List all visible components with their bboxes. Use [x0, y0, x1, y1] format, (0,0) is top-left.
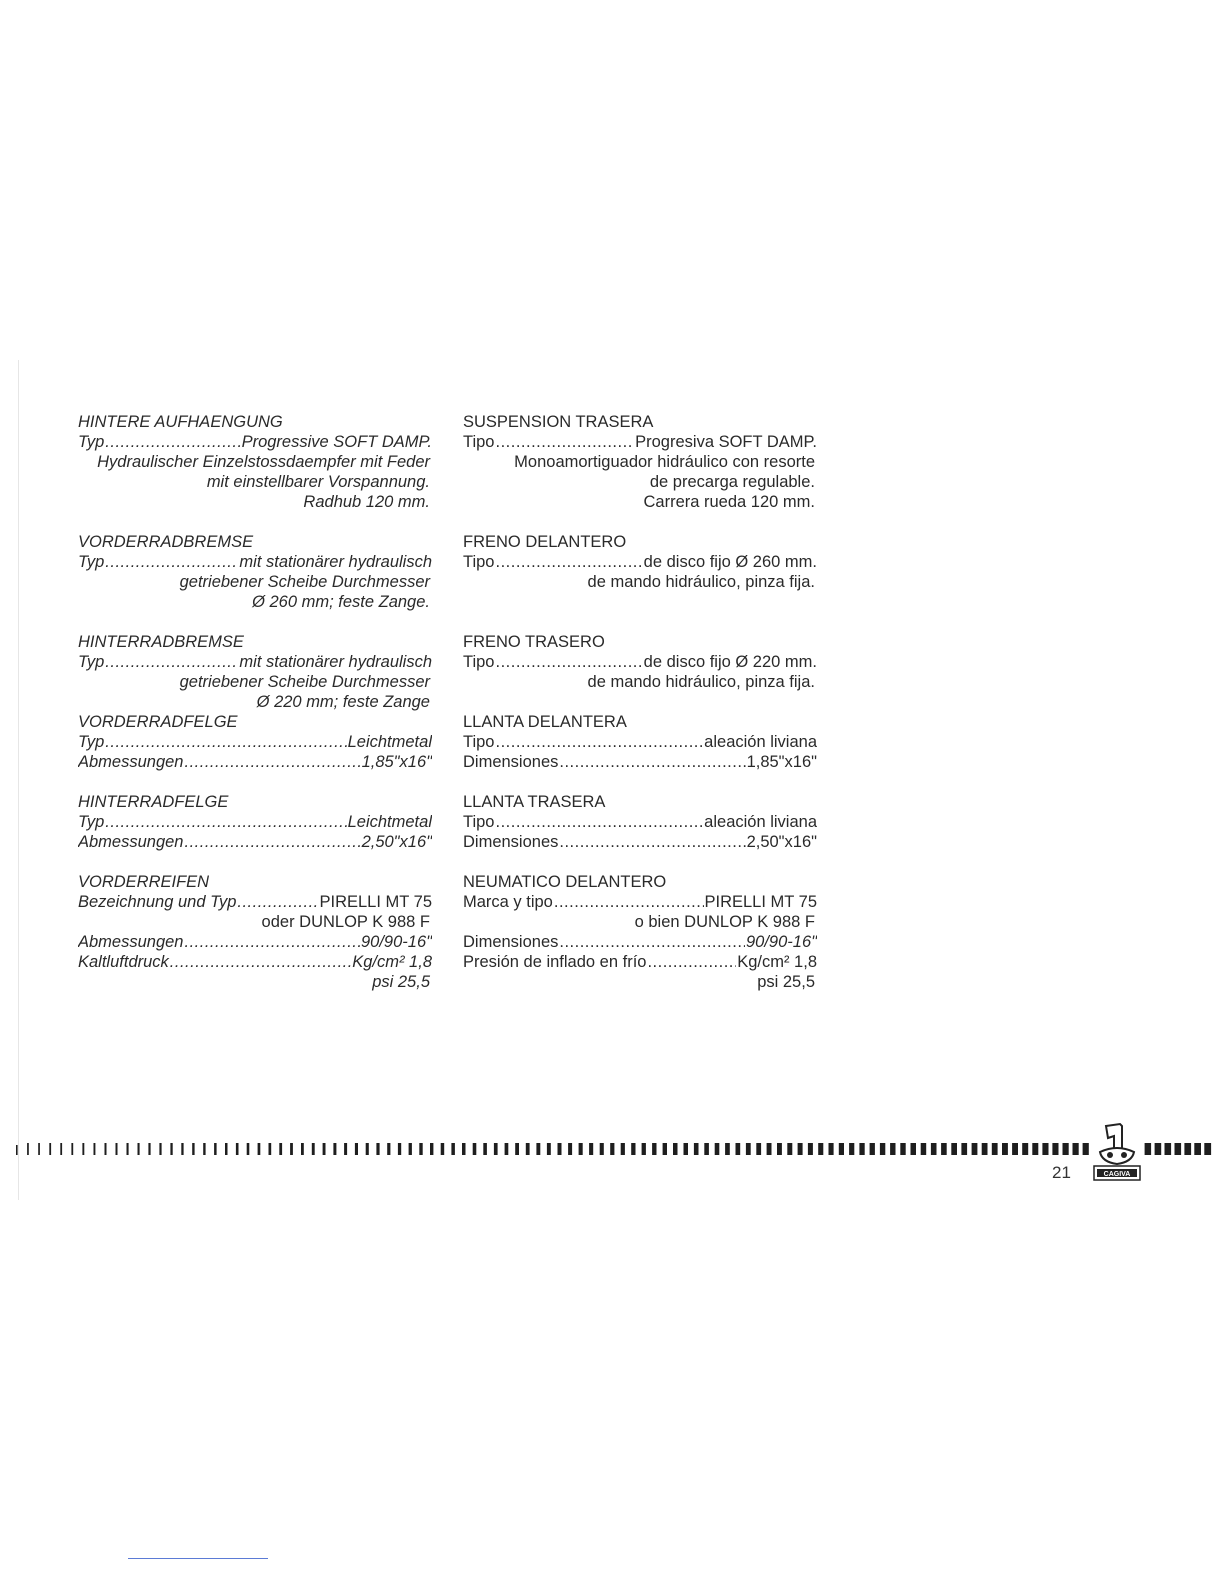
- ruler-tick: [558, 1143, 562, 1155]
- ruler-tick: [972, 1143, 978, 1155]
- cagiva-logo: [1090, 1122, 1144, 1184]
- ruler-tick: [419, 1143, 422, 1155]
- section-heading: FRENO DELANTERO: [463, 533, 627, 551]
- ruler-tick: [600, 1143, 604, 1155]
- spec-value: Kg/cm² 1,8: [352, 953, 432, 971]
- section-vorderradbremse: [78, 532, 432, 612]
- ruler-tick: [236, 1143, 239, 1155]
- spec-row: [78, 952, 432, 972]
- ruler-tick: [159, 1143, 161, 1155]
- ruler-tick: [258, 1143, 261, 1155]
- spec-row: [78, 552, 432, 572]
- spec-label: Typ: [78, 433, 105, 451]
- ruler-tick: [430, 1143, 433, 1155]
- ruler-tick: [890, 1143, 895, 1155]
- spec-value: aleación liviana: [704, 813, 817, 831]
- spacer-line: [463, 592, 817, 612]
- section-hinterradfelge: [78, 792, 432, 852]
- spec-continuation: Radhub 120 mm.: [303, 493, 430, 511]
- spec-label: Typ: [78, 553, 105, 571]
- ruler-tick: [787, 1143, 792, 1155]
- section-vorderradfelge: [78, 712, 432, 772]
- dot-leader: [105, 652, 238, 672]
- section-freno-trasero: [463, 632, 817, 692]
- ruler-tick: [579, 1143, 583, 1155]
- spec-row: [463, 752, 817, 772]
- spec-value: 1,85"x16": [361, 753, 432, 771]
- ruler-tick: [1042, 1143, 1048, 1155]
- ruler-tick: [589, 1143, 593, 1155]
- section-heading: VORDERRADFELGE: [78, 713, 238, 731]
- ruler-tick: [931, 1143, 937, 1155]
- ruler-tick: [767, 1143, 772, 1155]
- spec-value: mit stationärer hydraulisch: [239, 553, 432, 571]
- ruler-tick: [1032, 1143, 1038, 1155]
- section-llanta-trasera: [463, 792, 817, 852]
- spec-value: Progresiva SOFT DAMP.: [635, 433, 817, 451]
- dot-leader: [105, 732, 346, 752]
- spec-row: [78, 832, 432, 852]
- scan-margin-line: [18, 360, 19, 1200]
- ruler-tick: [1165, 1143, 1172, 1155]
- spec-value: Kg/cm² 1,8: [737, 953, 817, 971]
- ruler-tick: [1002, 1143, 1008, 1155]
- spec-row: [78, 812, 432, 832]
- dot-leader: [496, 552, 643, 572]
- ruler-tick: [355, 1143, 358, 1155]
- ruler-tick: [1184, 1143, 1191, 1155]
- spec-label: Kaltluftdruck: [78, 953, 169, 971]
- spec-label: Tipo: [463, 813, 495, 831]
- ruler-tick: [715, 1143, 720, 1155]
- spec-row: [463, 552, 817, 572]
- ruler-tick: [82, 1143, 84, 1155]
- ruler-tick: [301, 1143, 304, 1155]
- ruler-tick: [127, 1143, 129, 1155]
- spec-label: Tipo: [463, 433, 495, 451]
- spec-continuation: oder DUNLOP K 988 F: [261, 913, 430, 931]
- ruler-tick: [756, 1143, 761, 1155]
- cagiva-logo-icon: [1090, 1122, 1144, 1184]
- ruler-tick: [290, 1143, 293, 1155]
- spec-row: [463, 652, 817, 672]
- ruler-tick: [839, 1143, 844, 1155]
- ruler-tick: [441, 1143, 445, 1155]
- spec-label: Abmessungen: [78, 833, 184, 851]
- dot-leader: [105, 432, 240, 452]
- spec-continuation: Hydraulischer Einzelstossdaempfer mit Feder: [97, 453, 430, 471]
- dot-leader: [647, 952, 736, 972]
- spec-label: Dimensiones: [463, 933, 559, 951]
- dot-leader: [496, 812, 704, 832]
- spec-continuation: Ø 220 mm; feste Zange: [256, 693, 430, 711]
- ruler-tick: [333, 1143, 336, 1155]
- spanish-column: [463, 412, 817, 1012]
- ruler-tick: [1145, 1143, 1152, 1155]
- section-vorderreifen: [78, 872, 432, 992]
- german-column: [78, 412, 432, 1012]
- spec-row: [78, 932, 432, 952]
- section-heading: HINTERRADBREMSE: [78, 633, 244, 651]
- section-neumatico-delantero: [463, 872, 817, 992]
- ruler-tick: [462, 1143, 466, 1155]
- spec-row: [463, 932, 817, 952]
- section-heading: VORDERRADBREMSE: [78, 533, 254, 551]
- ruler-tick: [225, 1143, 228, 1155]
- spec-value: Leichtmetal: [347, 813, 432, 831]
- ruler-tick: [547, 1143, 551, 1155]
- scan-artifact-line: [128, 1558, 268, 1559]
- ruler-tick: [247, 1143, 250, 1155]
- section-heading: FRENO TRASERO: [463, 633, 605, 651]
- ruler-tick: [1052, 1143, 1058, 1155]
- ruler-tick: [642, 1143, 646, 1155]
- spec-label: Dimensiones: [463, 833, 559, 851]
- spec-value: 1,85"x16": [746, 753, 817, 771]
- ruler-tick: [941, 1143, 947, 1155]
- spec-value: aleación liviana: [704, 733, 817, 751]
- spec-row: [463, 732, 817, 752]
- ruler-tick: [1204, 1143, 1211, 1155]
- dot-leader: [105, 552, 238, 572]
- ruler-tick: [1063, 1143, 1069, 1155]
- ruler-tick: [859, 1143, 864, 1155]
- dot-leader: [170, 952, 351, 972]
- dot-leader: [496, 652, 643, 672]
- section-heading: NEUMATICO DELANTERO: [463, 873, 667, 891]
- ruler-tick: [38, 1143, 40, 1155]
- ruler-tick: [269, 1143, 272, 1155]
- spec-row: [463, 832, 817, 852]
- spec-value: de disco fijo Ø 220 mm.: [643, 653, 817, 671]
- spec-label: Abmessungen: [78, 933, 184, 951]
- ruler-tick: [60, 1143, 62, 1155]
- spec-row: [463, 812, 817, 832]
- section-heading: LLANTA TRASERA: [463, 793, 606, 811]
- ruler-tick: [621, 1143, 625, 1155]
- ruler-tick: [829, 1143, 834, 1155]
- ruler-tick: [870, 1143, 875, 1155]
- ruler-tick: [344, 1143, 347, 1155]
- spec-label: Bezeichnung und Typ: [78, 893, 237, 911]
- section-hintere-aufhaengung: [78, 412, 432, 512]
- ruler-tick: [1073, 1143, 1079, 1155]
- spec-continuation: Ø 260 mm; feste Zange.: [252, 593, 430, 611]
- ruler-tick: [387, 1143, 390, 1155]
- ruler-tick: [1083, 1143, 1089, 1155]
- spec-label: Tipo: [463, 733, 495, 751]
- ruler-tick: [170, 1143, 172, 1155]
- spec-value: 90/90-16": [361, 933, 432, 951]
- spec-row: [78, 652, 432, 672]
- ruler-tick: [192, 1143, 194, 1155]
- ruler-tick: [1012, 1143, 1018, 1155]
- ruler-tick: [568, 1143, 572, 1155]
- ruler-tick: [1155, 1143, 1162, 1155]
- ruler-tick: [818, 1143, 823, 1155]
- ruler-tick: [694, 1143, 699, 1155]
- ruler-tick: [505, 1143, 509, 1155]
- spec-label: Typ: [78, 733, 105, 751]
- dot-leader: [496, 732, 704, 752]
- spec-continuation: psi 25,5: [757, 973, 815, 991]
- dot-leader: [559, 752, 745, 772]
- ruler-tick: [148, 1143, 150, 1155]
- spec-continuation: Carrera rueda 120 mm.: [643, 493, 815, 511]
- ruler-tick: [631, 1143, 635, 1155]
- ruler-tick: [736, 1143, 741, 1155]
- ruler-tick: [526, 1143, 530, 1155]
- ruler-tick: [27, 1143, 29, 1155]
- dot-leader: [185, 752, 361, 772]
- section-heading: SUSPENSION TRASERA: [463, 413, 654, 431]
- spec-value: 90/90-16": [746, 933, 817, 951]
- ruler-tick: [798, 1143, 803, 1155]
- spec-value: Leichtmetal: [347, 733, 432, 751]
- spec-row: [78, 432, 432, 452]
- ruler-tick: [900, 1143, 905, 1155]
- ruler-tick: [71, 1143, 73, 1155]
- section-suspension-trasera: [463, 412, 817, 512]
- ruler-tick: [494, 1143, 498, 1155]
- spec-label: Typ: [78, 653, 105, 671]
- ruler-tick: [652, 1143, 656, 1155]
- spec-continuation: de precarga regulable.: [649, 473, 815, 491]
- ruler-tick: [880, 1143, 885, 1155]
- section-heading: VORDERREIFEN: [78, 873, 210, 891]
- spec-row: [463, 892, 817, 912]
- ruler-tick: [992, 1143, 998, 1155]
- logo-text: CAGIVA: [1103, 1171, 1131, 1178]
- dot-leader: [185, 832, 361, 852]
- spec-value: 2,50"x16": [361, 833, 432, 851]
- ruler-tick: [951, 1143, 957, 1155]
- ruler-tick: [1194, 1143, 1201, 1155]
- ruler-tick: [105, 1143, 107, 1155]
- ruler-tick: [279, 1143, 282, 1155]
- spec-label: Marca y tipo: [463, 893, 553, 911]
- ruler-tick: [982, 1143, 988, 1155]
- section-heading: HINTERRADFELGE: [78, 793, 229, 811]
- ruler-tick: [94, 1143, 96, 1155]
- spec-continuation: de mando hidráulico, pinza fija.: [587, 673, 815, 691]
- spec-continuation: de mando hidráulico, pinza fija.: [587, 573, 815, 591]
- ruler-tick: [961, 1143, 967, 1155]
- ruler-tick: [610, 1143, 614, 1155]
- dot-leader: [496, 432, 635, 452]
- ruler-tick: [663, 1143, 667, 1155]
- section-heading: LLANTA DELANTERA: [463, 713, 627, 731]
- page-number: 21: [1052, 1163, 1071, 1182]
- spec-row: [78, 732, 432, 752]
- ruler-tick: [746, 1143, 751, 1155]
- ruler-tick: [203, 1143, 205, 1155]
- spec-label: Typ: [78, 813, 105, 831]
- spec-label: Tipo: [463, 553, 495, 571]
- spec-label: Presión de inflado en frío: [463, 953, 647, 971]
- spec-label: Tipo: [463, 653, 495, 671]
- spec-value: PIRELLI MT 75: [704, 893, 817, 911]
- ruler-tick: [483, 1143, 487, 1155]
- spec-continuation: getriebener Scheibe Durchmesser: [179, 573, 430, 591]
- ruler-tick: [808, 1143, 813, 1155]
- spec-value: de disco fijo Ø 260 mm.: [643, 553, 817, 571]
- ruler-tick: [323, 1143, 326, 1155]
- decorative-ruler-bar: [14, 1141, 1212, 1157]
- ruler-tick: [49, 1143, 51, 1155]
- spec-continuation: getriebener Scheibe Durchmesser: [179, 673, 430, 691]
- ruler-svg: [14, 1141, 1212, 1157]
- ruler-tick: [849, 1143, 854, 1155]
- spec-continuation: Monoamortiguador hidráulico con resorte: [514, 453, 815, 471]
- spec-continuation: psi 25,5: [372, 973, 430, 991]
- ruler-tick: [684, 1143, 689, 1155]
- dot-leader: [559, 932, 745, 952]
- ruler-tick: [777, 1143, 782, 1155]
- ruler-tick: [725, 1143, 730, 1155]
- section-llanta-delantera: [463, 712, 817, 772]
- spec-value: Progressive SOFT DAMP.: [241, 433, 432, 451]
- ruler-tick: [16, 1145, 18, 1155]
- section-freno-delantero: [463, 532, 817, 612]
- dot-leader: [237, 892, 318, 912]
- ruler-tick: [366, 1143, 369, 1155]
- dot-leader: [554, 892, 704, 912]
- ruler-tick: [704, 1143, 709, 1155]
- section-heading: HINTERE AUFHAENGUNG: [78, 413, 283, 431]
- ruler-tick: [473, 1143, 477, 1155]
- dot-leader: [559, 832, 745, 852]
- spec-row: [463, 432, 817, 452]
- dot-leader: [105, 812, 346, 832]
- ruler-tick: [515, 1143, 519, 1155]
- spec-row: [78, 752, 432, 772]
- section-hinterradbremse: [78, 632, 432, 712]
- ruler-tick: [398, 1143, 401, 1155]
- ruler-tick: [911, 1143, 917, 1155]
- ruler-tick: [116, 1143, 118, 1155]
- ruler-tick: [409, 1143, 412, 1155]
- spec-value: PIRELLI MT 75: [319, 893, 432, 911]
- ruler-tick: [1175, 1143, 1182, 1155]
- ruler-tick: [1022, 1143, 1028, 1155]
- spec-continuation: mit einstellbarer Vorspannung.: [206, 473, 430, 491]
- ruler-tick: [138, 1143, 140, 1155]
- dot-leader: [185, 932, 361, 952]
- spec-value: 2,50"x16": [746, 833, 817, 851]
- ruler-tick: [376, 1143, 379, 1155]
- spec-label: Abmessungen: [78, 753, 184, 771]
- spec-continuation: o bien DUNLOP K 988 F: [634, 913, 815, 931]
- ruler-tick: [181, 1143, 183, 1155]
- spec-row: [78, 892, 432, 912]
- spec-label: Dimensiones: [463, 753, 559, 771]
- ruler-tick: [214, 1143, 217, 1155]
- spec-value: mit stationärer hydraulisch: [239, 653, 432, 671]
- ruler-tick: [451, 1143, 455, 1155]
- ruler-tick: [536, 1143, 540, 1155]
- ruler-tick: [312, 1143, 315, 1155]
- ruler-tick: [921, 1143, 927, 1155]
- spec-row: [463, 952, 817, 972]
- ruler-tick: [673, 1143, 678, 1155]
